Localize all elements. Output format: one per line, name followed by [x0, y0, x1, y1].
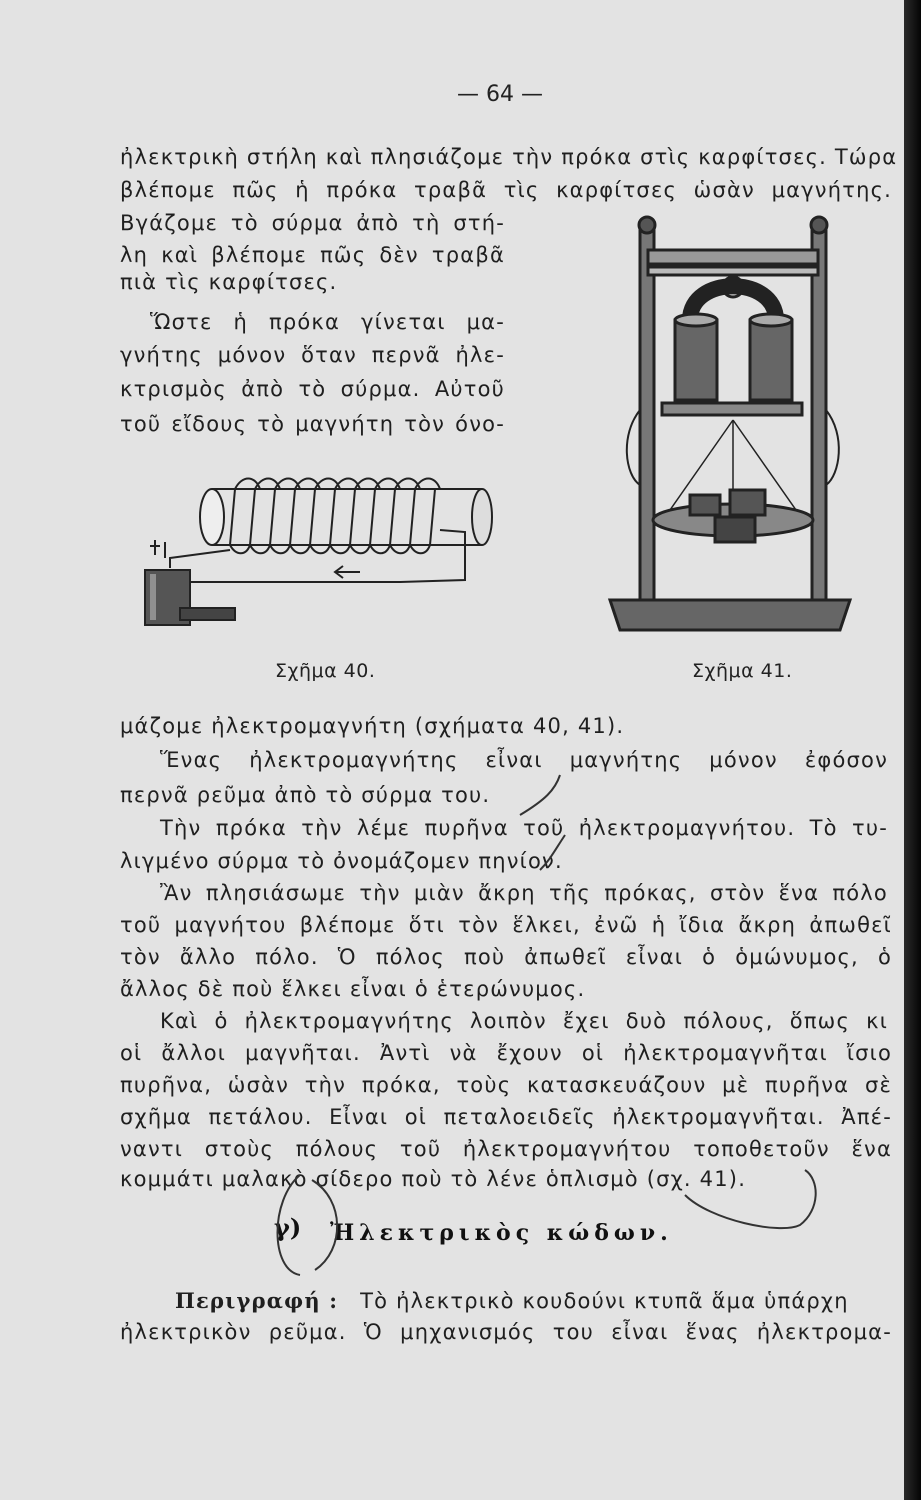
page-edge-shadow [904, 0, 921, 1500]
text-line: οἱ ἄλλοι μαγνῆται. Ἀντὶ νὰ ἔχουν οἱ ἠλεκτρομαγνῆται ἴσιο [120, 1041, 892, 1065]
text-line: τοῦ μαγνήτου βλέπομε ὅτι τὸν ἕλκει, ἐνῶ ἡ ἴδια ἄκρη ἀπωθεῖ [120, 913, 892, 937]
text-line: τοῦ εἴδους τὸ μαγνήτη τὸν όνο- [120, 412, 505, 436]
text-line: γνήτης μόνον ὅταν περνᾶ ἠλε- [120, 343, 505, 367]
text-line: βλέπομε πῶς ἡ πρόκα τραβᾶ τὶς καρφίτσες ὡσὰν μαγνήτης. [120, 178, 892, 202]
text-line: Ἂν πλησιάσωμε τὴν μιὰν ἄκρη τῆς πρόκας, στὸν ἕνα πόλο [160, 881, 888, 905]
text-line: ἄλλος δὲ ποὺ ἕλκει εἶναι ὁ ἑτερώνυμος. [120, 977, 586, 1001]
text-line: πυρῆνα, ὡσὰν τὴν πρόκα, τοὺς κατασκευάζουν μὲ πυρῆνα σὲ [120, 1073, 892, 1097]
figure-40-caption: Σχῆμα 40. [275, 660, 376, 682]
text-line: λιγμένο σύρμα τὸ ὀνομάζομεν πηνίον. [120, 849, 563, 873]
text-line: κομμάτι μαλακὸ σίδερο ποὺ τὸ λένε ὁπλισμὸ (σχ. 41). [120, 1167, 747, 1191]
text-line: περνᾶ ρεῦμα ἀπὸ τὸ σύρμα του. [120, 783, 491, 807]
text-line: τὸν ἄλλο πόλο. Ὁ πόλος ποὺ ἀπωθεῖ εἶναι ὁ ὁμώνυμος, ὁ [120, 945, 892, 969]
section-number: γ) [274, 1213, 302, 1242]
text-line: Βγάζομε τὸ σύρμα ἀπὸ τὴ στή- [120, 211, 505, 235]
description-label: Περιγραφή : [175, 1288, 339, 1313]
text-line: ἠλεκτρικὸν ρεῦμα. Ὁ μηχανισμός του εἶναι ἕνας ἠλεκτρομα- [120, 1320, 892, 1344]
section-title: Ἠλεκτρικὸς κώδων. [330, 1220, 673, 1246]
text-line: Ἕνας ἠλεκτρομαγνήτης εἶναι μαγνήτης μόνον ἐφόσον [160, 748, 888, 772]
text-line: πιὰ τὶς καρφίτσες. [120, 270, 338, 294]
figure-41-caption: Σχῆμα 41. [692, 660, 793, 682]
text-line: ναντι στοὺς πόλους τοῦ ἠλεκτρομαγνήτου τοποθετοῦν ἕνα [120, 1137, 892, 1161]
text-line: Τὴν πρόκα τὴν λέμε πυρῆνα τοῦ ἠλεκτρομαγνήτου. Τὸ τυ- [160, 816, 888, 840]
text-line: κτρισμὸς ἀπὸ τὸ σύρμα. Αὐτοῦ [120, 377, 505, 401]
description-text: Τὸ ἠλεκτρικὸ κουδούνι κτυπᾶ ἅμα ὑπάρχη [360, 1289, 849, 1313]
text-line: ἠλεκτρικὴ στήλη καὶ πλησιάζομε τὴν πρόκα στὶς καρφίτσες. Τώρα [120, 145, 898, 169]
text-line: μάζομε ἠλεκτρομαγνήτη (σχήματα 40, 41). [120, 714, 625, 738]
page-number: — 64 — [457, 82, 543, 107]
text-line: σχῆμα πετάλου. Εἶναι οἱ πεταλοειδεῖς ἠλεκτρομαγνῆται. Ἀπέ- [120, 1105, 892, 1129]
text-line: Καὶ ὁ ἠλεκτρομαγνήτης λοιπὸν ἔχει δυὸ πόλους, ὅπως κι [160, 1009, 888, 1033]
text-line: λη καὶ βλέπομε πῶς δὲν τραβᾶ [120, 243, 505, 267]
text-line: Ὥστε ἡ πρόκα γίνεται μα- [150, 310, 505, 334]
